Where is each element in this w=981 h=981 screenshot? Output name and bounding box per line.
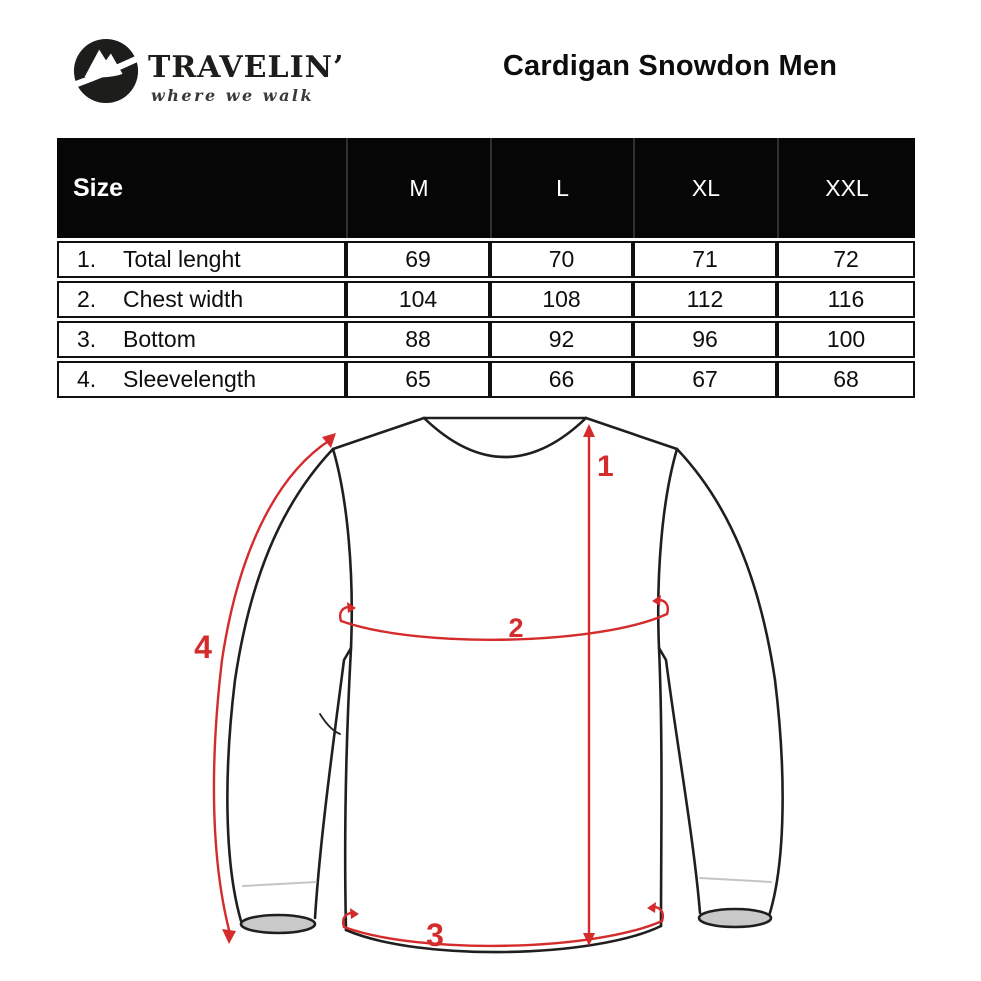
value-cell: 71	[633, 241, 777, 278]
left-armhole	[333, 449, 352, 648]
right-cuff	[699, 909, 771, 927]
row-label-text: Bottom	[123, 326, 196, 352]
row-number: 2.	[77, 286, 97, 312]
row-label-text: Chest width	[123, 286, 244, 312]
sleeve-length-label: 4	[194, 629, 212, 665]
bottom-arrowhead-left	[350, 908, 359, 919]
sleeve-arrowhead-bottom	[222, 929, 236, 944]
value-cell: 96	[633, 321, 777, 358]
page-title: Cardigan Snowdon Men	[502, 50, 838, 82]
row-number: 1.	[77, 246, 97, 272]
sweater-measurement-diagram	[0, 400, 981, 981]
brand-name: TRAVELIN’	[148, 50, 345, 85]
sleeve-arrow	[214, 440, 330, 930]
value-cell: 69	[346, 241, 490, 278]
left-cuff	[241, 915, 315, 933]
chest-arrow	[341, 614, 667, 640]
left-cuff-seam	[243, 882, 316, 886]
row-label	[57, 241, 346, 278]
value-cell: 66	[490, 361, 633, 398]
table-row-sleevelength	[57, 361, 915, 398]
bottom-arrowhead-right	[647, 902, 656, 913]
neck-scoop	[424, 418, 586, 457]
size-col-m: M	[346, 138, 490, 238]
value-cell: 104	[346, 281, 490, 318]
measurement-labels	[194, 450, 614, 953]
chest-arrowhead-right	[652, 595, 661, 606]
arrowheads	[222, 424, 661, 946]
chest-width-label: 2	[508, 613, 524, 643]
row-label	[57, 321, 346, 358]
right-shoulder	[586, 418, 677, 449]
row-label	[57, 361, 346, 398]
value-cell: 70	[490, 241, 633, 278]
value-cell: 88	[346, 321, 490, 358]
row-label-text: Sleevelength	[123, 366, 256, 392]
value-cell: 67	[633, 361, 777, 398]
value-cell: 100	[777, 321, 915, 358]
garment-outline	[227, 418, 782, 952]
left-shoulder	[333, 418, 424, 449]
size-table	[57, 135, 915, 401]
bottom-label: 3	[426, 917, 444, 953]
right-armhole	[658, 449, 677, 648]
row-label-text: Total lenght	[123, 246, 241, 272]
total-length-label: 1	[597, 450, 614, 483]
table-row-total-length	[57, 241, 915, 278]
mountain-road-logo-icon	[72, 37, 140, 105]
row-number: 3.	[77, 326, 97, 352]
value-cell: 68	[777, 361, 915, 398]
size-table-header-row	[57, 138, 915, 238]
sleeve-arrowhead-top	[322, 433, 336, 448]
value-cell: 108	[490, 281, 633, 318]
length-arrowhead-top	[583, 424, 595, 437]
row-label	[57, 281, 346, 318]
table-row-chest-width	[57, 281, 915, 318]
value-cell: 65	[346, 361, 490, 398]
size-col-l: L	[490, 138, 633, 238]
right-cuff-seam	[700, 878, 771, 882]
brand-tagline: where we walk	[151, 86, 315, 105]
left-body-edge	[345, 648, 351, 930]
size-col-xl: XL	[633, 138, 777, 238]
value-cell: 116	[777, 281, 915, 318]
value-cell: 92	[490, 321, 633, 358]
row-number: 4.	[77, 366, 97, 392]
left-sleeve-outer	[227, 449, 333, 921]
right-sleeve-inner	[659, 648, 700, 913]
measurement-arrows	[214, 434, 668, 946]
size-header-cell: Size	[57, 138, 346, 238]
table-row-bottom	[57, 321, 915, 358]
right-body-edge	[659, 648, 662, 926]
value-cell: 72	[777, 241, 915, 278]
value-cell: 112	[633, 281, 777, 318]
size-col-xxl: XXL	[777, 138, 915, 238]
brand-logo	[72, 34, 372, 114]
